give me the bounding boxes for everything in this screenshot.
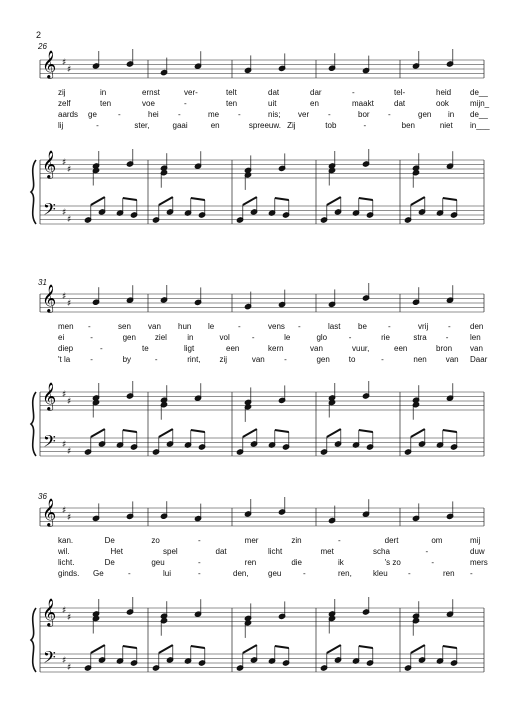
beam bbox=[359, 430, 373, 432]
lyric-syllable: een bbox=[226, 344, 240, 353]
lyric-syllable: licht. bbox=[58, 558, 75, 567]
lyric-syllable: zin bbox=[291, 536, 302, 545]
key-signature-sharp-icon: ♯ bbox=[67, 215, 72, 225]
lyric-syllable: by bbox=[122, 355, 132, 364]
key-signature-sharp-icon: ♯ bbox=[67, 165, 72, 175]
lyric-syllable: tel- bbox=[394, 88, 406, 97]
lyric-syllable: nen bbox=[413, 355, 427, 364]
beam bbox=[91, 645, 105, 653]
key-signature-sharp-icon: ♯ bbox=[62, 506, 67, 516]
beam bbox=[359, 198, 373, 200]
lyric-syllable: geu bbox=[151, 558, 165, 567]
lyric-syllable: - bbox=[184, 99, 187, 108]
lyric-syllable: men bbox=[58, 322, 74, 331]
lyric-syllable: duw bbox=[470, 547, 485, 556]
lyric-syllable: - bbox=[448, 322, 451, 331]
lyric-syllable: zij bbox=[219, 355, 228, 364]
lyric-syllable: spreeuw. bbox=[248, 121, 281, 130]
bass-clef-icon: 𝄢 bbox=[43, 431, 56, 455]
beam bbox=[327, 645, 341, 653]
beam bbox=[243, 645, 257, 653]
lyric-syllable: - bbox=[431, 558, 434, 567]
lyric-syllable: telt bbox=[226, 88, 237, 97]
lyric-syllable: - bbox=[100, 344, 103, 353]
lyric-syllable: ren, bbox=[338, 569, 352, 578]
key-signature-sharp-icon: ♯ bbox=[62, 158, 67, 168]
lyric-syllable: zij bbox=[58, 88, 66, 97]
lyric-syllable: - bbox=[90, 333, 93, 342]
key-signature-sharp-icon: ♯ bbox=[62, 390, 67, 400]
lyric-syllable: - bbox=[284, 355, 287, 364]
lyric-syllable: dert bbox=[384, 536, 399, 545]
lyric-syllable: licht bbox=[268, 547, 283, 556]
beam bbox=[327, 197, 341, 205]
lyric-syllable: met bbox=[320, 547, 334, 556]
lyric-syllable: be bbox=[358, 322, 367, 331]
lyric-syllable: - bbox=[303, 569, 306, 578]
piano-brace bbox=[31, 392, 36, 456]
lyric-syllable: - bbox=[388, 110, 391, 119]
treble-clef-icon: 𝄞 bbox=[42, 382, 57, 410]
lyric-syllable: geu bbox=[268, 569, 282, 578]
lyric-syllable: heid bbox=[436, 88, 452, 97]
lyric-syllable: nis; bbox=[268, 110, 281, 119]
lyric-syllable: mijn_ bbox=[470, 99, 490, 108]
key-signature-sharp-icon: ♯ bbox=[67, 447, 72, 457]
lyric-syllable: De bbox=[104, 536, 115, 545]
lyric-syllable: - bbox=[128, 569, 131, 578]
lyric-syllable: kern bbox=[268, 344, 284, 353]
key-signature-sharp-icon: ♯ bbox=[67, 663, 72, 673]
lyric-syllable: gaai bbox=[172, 121, 188, 130]
lyric-syllable: wil. bbox=[58, 547, 70, 556]
bass-clef-icon: 𝄢 bbox=[43, 647, 56, 671]
lyric-syllable: - bbox=[348, 333, 352, 342]
lyric-syllable: le bbox=[284, 333, 291, 342]
lyric-syllable: stra bbox=[413, 333, 427, 342]
lyric-syllable: vuur, bbox=[352, 344, 370, 353]
lyric-syllable: diep bbox=[58, 344, 74, 353]
lyric-syllable: kleu bbox=[373, 569, 388, 578]
lyric-syllable: in bbox=[187, 333, 194, 342]
key-signature-sharp-icon: ♯ bbox=[62, 606, 67, 616]
lyric-syllable: vens bbox=[268, 322, 285, 331]
lyric-syllable: aards bbox=[58, 110, 79, 119]
lyric-syllable: - bbox=[425, 547, 429, 556]
lyric-syllable: ge bbox=[88, 110, 97, 119]
lyric-syllable: bor bbox=[358, 110, 370, 119]
lyric-syllable: te bbox=[142, 344, 149, 353]
lyric-syllable: - bbox=[238, 322, 241, 331]
lyric-syllable: den, bbox=[233, 569, 249, 578]
lyric-syllable: - bbox=[251, 333, 255, 342]
lyric-syllable: ver- bbox=[184, 88, 198, 97]
lyric-syllable: in bbox=[100, 88, 107, 97]
beam bbox=[159, 197, 173, 205]
lyric-syllable: rint, bbox=[187, 355, 201, 364]
lyric-syllable: vol bbox=[219, 333, 230, 342]
lyric-syllable: van bbox=[470, 344, 483, 353]
measure-number-system-1: 26 bbox=[38, 42, 47, 51]
beam bbox=[275, 430, 289, 432]
lyric-syllable: in___ bbox=[470, 121, 490, 130]
lyric-syllable: van bbox=[148, 322, 161, 331]
beam bbox=[411, 197, 425, 205]
lyric-syllable: kan. bbox=[58, 536, 74, 545]
lyric-syllable: ren bbox=[244, 558, 257, 567]
lyric-syllable: hei bbox=[148, 110, 159, 119]
treble-clef-icon: 𝄞 bbox=[42, 50, 57, 78]
lyric-syllable: Daar bbox=[470, 355, 488, 364]
lyric-syllable: le bbox=[208, 322, 215, 331]
lyric-syllable: last bbox=[328, 322, 341, 331]
lyric-syllable: ligt bbox=[184, 344, 195, 353]
lyric-syllable: - bbox=[96, 121, 99, 130]
lyric-syllable: en bbox=[210, 121, 220, 130]
lyric-syllable: gen bbox=[122, 333, 136, 342]
beam bbox=[159, 645, 173, 653]
lyric-syllable: van bbox=[310, 344, 323, 353]
lyric-syllable: ernst bbox=[142, 88, 160, 97]
lyric-syllable: - bbox=[298, 322, 301, 331]
beam bbox=[191, 646, 205, 648]
beam bbox=[443, 430, 457, 432]
lyric-syllable: dat bbox=[268, 88, 280, 97]
lyric-syllable: ster, bbox=[134, 121, 150, 130]
lyric-syllable: voe bbox=[142, 99, 155, 108]
lyric-syllable: Zij bbox=[287, 121, 296, 130]
lyric-syllable: Het bbox=[110, 547, 123, 556]
beam bbox=[327, 429, 341, 437]
beam bbox=[411, 429, 425, 437]
lyric-syllable: ren bbox=[443, 569, 455, 578]
lyric-syllable: van bbox=[251, 355, 265, 364]
lyric-syllable: - bbox=[388, 322, 391, 331]
beam bbox=[91, 197, 105, 205]
key-signature-sharp-icon: ♯ bbox=[62, 656, 67, 666]
lyric-syllable: sen bbox=[118, 322, 131, 331]
lyric-syllable: ten bbox=[226, 99, 238, 108]
measure-number-system-3: 36 bbox=[38, 492, 47, 501]
lyric-syllable: dat bbox=[394, 99, 406, 108]
beam bbox=[191, 430, 205, 432]
key-signature-sharp-icon: ♯ bbox=[62, 292, 67, 302]
lyric-syllable: mer bbox=[244, 536, 259, 545]
lyric-syllable: ben bbox=[401, 121, 415, 130]
treble-clef-icon: 𝄞 bbox=[42, 150, 57, 178]
piano-brace bbox=[31, 608, 36, 672]
lyric-syllable: niet bbox=[439, 121, 453, 130]
lyric-syllable: ten bbox=[100, 99, 112, 108]
lyric-syllable: de__ bbox=[470, 88, 488, 97]
lyric-syllable: - bbox=[338, 536, 341, 545]
lyric-syllable: - bbox=[118, 110, 121, 119]
key-signature-sharp-icon: ♯ bbox=[67, 299, 72, 309]
bass-clef-icon: 𝄢 bbox=[43, 199, 56, 223]
beam bbox=[243, 197, 257, 205]
lyric-syllable: een bbox=[394, 344, 408, 353]
key-signature-sharp-icon: ♯ bbox=[67, 613, 72, 623]
lyric-syllable: bron bbox=[436, 344, 453, 353]
lyric-syllable: - bbox=[328, 110, 331, 119]
beam bbox=[91, 429, 105, 437]
lyric-syllable: - bbox=[408, 569, 411, 578]
beam bbox=[243, 429, 257, 437]
lyric-syllable: spel bbox=[163, 547, 178, 556]
lyric-syllable: glo bbox=[316, 333, 328, 342]
lyric-syllable: len bbox=[470, 333, 481, 342]
measure-number-system-2: 31 bbox=[38, 278, 47, 287]
lyric-syllable: maakt bbox=[352, 99, 374, 108]
beam bbox=[159, 429, 173, 437]
lyric-syllable: lui bbox=[163, 569, 172, 578]
lyric-syllable: - bbox=[90, 355, 93, 364]
lyric-syllable: dar bbox=[310, 88, 322, 97]
beam bbox=[123, 430, 137, 432]
beam bbox=[123, 646, 137, 648]
lyric-syllable: ziel bbox=[154, 333, 167, 342]
lyric-syllable: - bbox=[363, 121, 367, 130]
lyric-syllable: - bbox=[198, 558, 201, 567]
key-signature-sharp-icon: ♯ bbox=[62, 58, 67, 68]
lyric-syllable: de__ bbox=[470, 110, 488, 119]
treble-clef-icon: 𝄞 bbox=[42, 284, 57, 312]
lyric-syllable: - bbox=[352, 88, 355, 97]
beam bbox=[411, 645, 425, 653]
lyric-syllable: tob bbox=[325, 121, 337, 130]
lyric-syllable: - bbox=[198, 536, 201, 545]
beam bbox=[275, 646, 289, 648]
lyric-syllable: gen bbox=[316, 355, 330, 364]
lyric-syllable: ook bbox=[436, 99, 449, 108]
lyric-syllable: vrij bbox=[418, 322, 429, 331]
lyric-syllable: ik bbox=[338, 558, 344, 567]
lyric-syllable: om bbox=[431, 536, 443, 545]
lyric-syllable: den bbox=[470, 322, 484, 331]
lyric-syllable: - bbox=[88, 322, 91, 331]
lyric-syllable: hun bbox=[178, 322, 192, 331]
key-signature-sharp-icon: ♯ bbox=[67, 513, 72, 523]
lyric-syllable: en bbox=[310, 99, 319, 108]
beam bbox=[359, 646, 373, 648]
piano-brace bbox=[31, 160, 36, 224]
treble-clef-icon: 𝄞 bbox=[42, 498, 57, 526]
lyric-syllable: - bbox=[154, 355, 158, 364]
lyric-syllable: 't la bbox=[58, 355, 71, 364]
lyric-syllable: - bbox=[381, 355, 384, 364]
key-signature-sharp-icon: ♯ bbox=[67, 65, 72, 75]
beam bbox=[191, 198, 205, 200]
lyric-syllable: ginds. bbox=[58, 569, 80, 578]
lyric-syllable: Ge bbox=[93, 569, 104, 578]
treble-clef-icon: 𝄞 bbox=[42, 598, 57, 626]
lyric-syllable: mers bbox=[470, 558, 488, 567]
lyric-syllable: uit bbox=[268, 99, 277, 108]
lyric-syllable: lij bbox=[58, 121, 64, 130]
lyric-syllable: scha bbox=[373, 547, 390, 556]
key-signature-sharp-icon: ♯ bbox=[62, 208, 67, 218]
beam bbox=[275, 198, 289, 200]
beam bbox=[443, 198, 457, 200]
lyric-syllable: mij bbox=[470, 536, 481, 545]
page-number: 2 bbox=[36, 30, 42, 40]
lyric-syllable: to bbox=[348, 355, 356, 364]
lyric-syllable: zo bbox=[151, 536, 160, 545]
lyric-syllable: - bbox=[238, 110, 241, 119]
lyric-syllable: in bbox=[448, 110, 455, 119]
lyric-syllable: die bbox=[291, 558, 303, 567]
lyric-syllable: dat bbox=[215, 547, 227, 556]
key-signature-sharp-icon: ♯ bbox=[62, 440, 67, 450]
beam bbox=[123, 198, 137, 200]
lyric-syllable: gen bbox=[418, 110, 432, 119]
lyric-syllable: - bbox=[198, 569, 201, 578]
lyric-syllable: - bbox=[470, 569, 473, 578]
lyric-syllable: me bbox=[208, 110, 220, 119]
key-signature-sharp-icon: ♯ bbox=[67, 397, 72, 407]
lyric-syllable: - bbox=[178, 110, 181, 119]
lyric-syllable: ei bbox=[58, 333, 65, 342]
lyric-syllable: De bbox=[104, 558, 115, 567]
beam bbox=[443, 646, 457, 648]
lyric-syllable: rie bbox=[381, 333, 390, 342]
lyric-syllable: van bbox=[445, 355, 459, 364]
lyric-syllable: 's zo bbox=[384, 558, 401, 567]
lyric-syllable: ver bbox=[298, 110, 310, 119]
lyric-syllable: - bbox=[445, 333, 449, 342]
lyric-syllable: zelf bbox=[58, 99, 71, 108]
